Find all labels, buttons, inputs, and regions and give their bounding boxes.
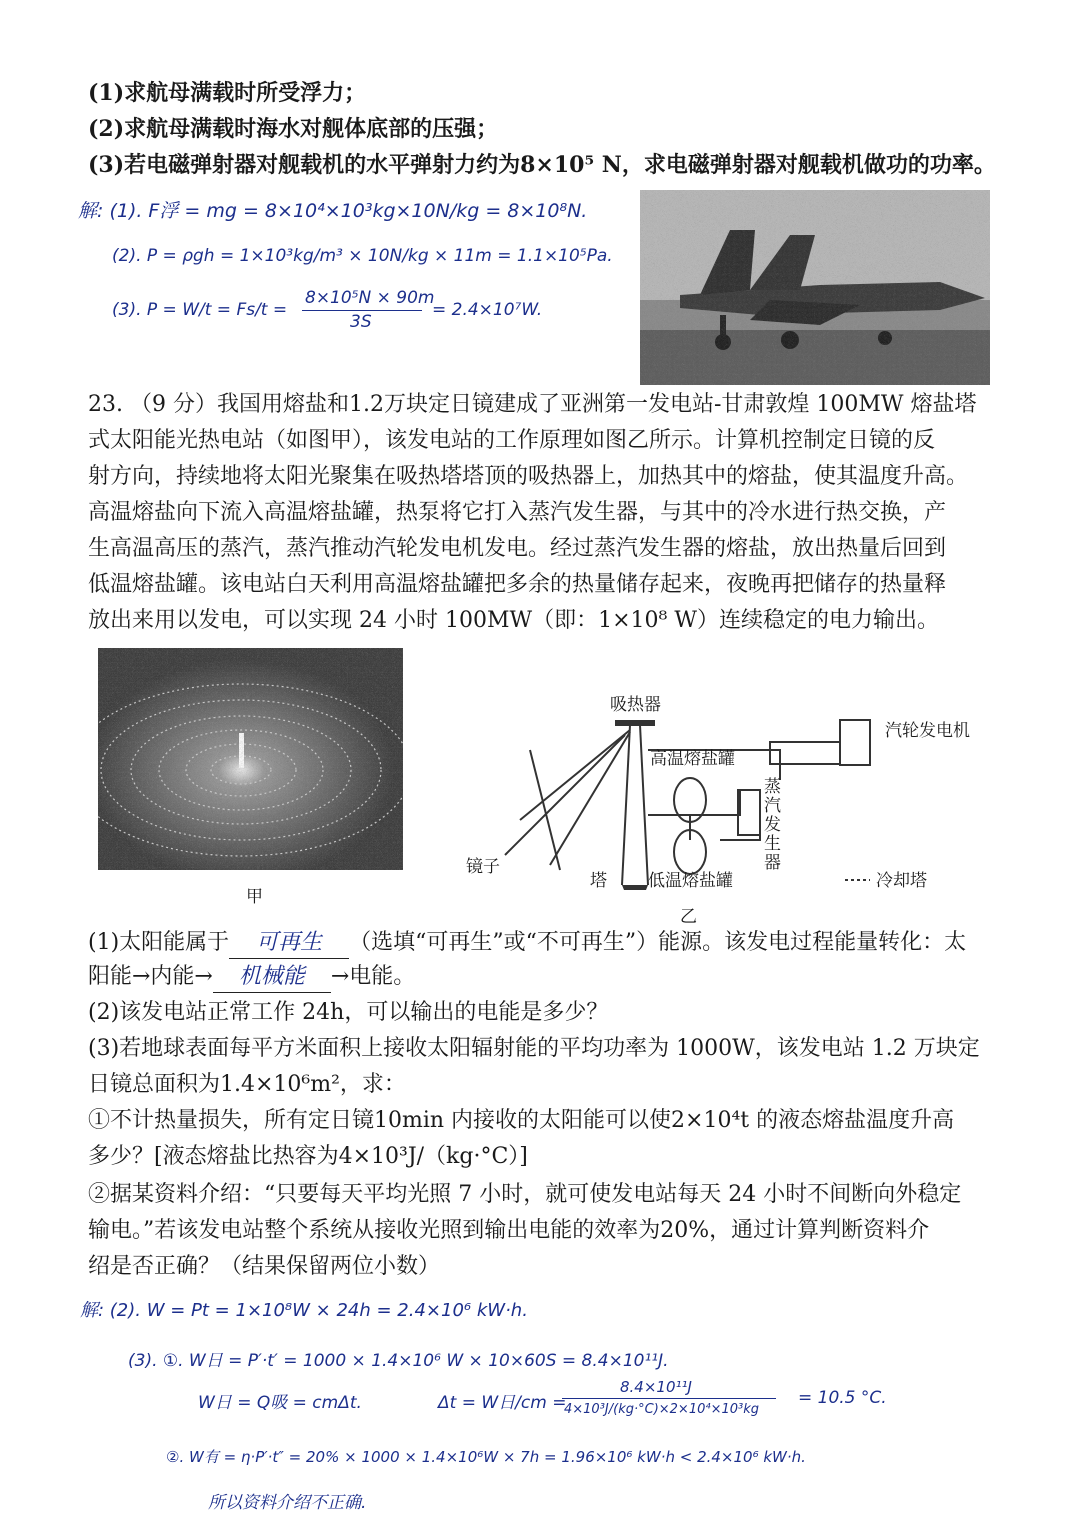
fraction-bar-b: [562, 1398, 776, 1399]
answer-b-line-3b: Δt = W日/cm =: [438, 1393, 567, 1413]
answer-b-fraction-numerator: 8.4×10¹¹J: [620, 1378, 692, 1396]
answer-mechanical: 机械能: [238, 964, 305, 989]
answer-blank-renewable: [229, 928, 349, 959]
sub-question-1b: [88, 962, 415, 993]
sub1b-prefix: 阳能→内能→: [88, 964, 213, 989]
sub-question-2: (2)该发电站正常工作 24h，可以输出的电能是多少？: [88, 1000, 609, 1025]
answer-line-3-rhs: = 2.4×10⁷W.: [432, 300, 543, 320]
steam-gen-char: 蒸: [764, 777, 781, 797]
label-hot-tank: 高温熔盐罐: [650, 749, 735, 769]
label-mirror: 镜子: [466, 857, 500, 877]
answer-line-3-numerator: 8×10⁵N × 90m: [305, 288, 435, 308]
answer-line-1: 解: (1). F浮 = mg = 8×10⁴×10³kg×10N/kg = 8×10⁸N.: [78, 200, 588, 222]
q23-line-2: 式太阳能光热电站（如图甲），该发电站的工作原理如图乙所示。计算机控制定日镜的反: [88, 428, 936, 453]
question-1: (1)求航母满载时所受浮力；: [88, 80, 367, 106]
sub1-suffix: （选填“可再生”或“不可再生”）能源。该发电过程能量转化：太: [349, 930, 967, 955]
steam-gen-char: 汽: [764, 796, 781, 816]
heliostat-field-photo: [98, 648, 403, 870]
answer-b-line-1: 解: (2). W = Pt = 1×10⁸W × 24h = 2.4×10⁶ kW·h.: [80, 1300, 528, 1321]
figure-b-label: 乙: [680, 907, 697, 927]
answer-b-line-5: 所以资料介绍不正确.: [208, 1493, 367, 1513]
sub1-prefix: (1)太阳能属于: [88, 930, 230, 955]
q23-line-6: 低温熔盐罐。该电站白天利用高温熔盐罐把多余的热量储存起来，夜晚再把储存的热量释: [88, 572, 947, 597]
q23-line-5: 生高温高压的蒸汽，蒸汽推动汽轮发电机发电。经过蒸汽发生器的熔盐，放出热量后回到: [88, 536, 947, 561]
steam-gen-char: 生: [764, 834, 781, 854]
answer-line-2: (2). P = ρgh = 1×10³kg/m³ × 10N/kg × 11m = 1.1×10⁵Pa.: [112, 246, 613, 266]
sub-question-c2a: ②据某资料介绍：“只要每天平均光照 7 小时，就可使发电站每天 24 小时不间断向外稳定: [88, 1182, 962, 1207]
q23-line-1: 23. （9 分）我国用熔盐和1.2万块定日镜建成了亚洲第一发电站-甘肃敦煌 100MW 熔盐塔: [88, 392, 977, 417]
label-cooling-tower: 冷却塔: [876, 871, 927, 891]
label-cold-tank: 低温熔盐罐: [648, 871, 733, 891]
answer-renewable: 可再生: [256, 930, 323, 955]
label-turbine: 汽轮发电机: [885, 721, 970, 741]
q23-line-4: 高温熔盐向下流入高温熔盐罐，热泵将它打入蒸汽发生器，与其中的冷水进行热交换，产: [88, 500, 947, 525]
answer-b-line-3c: = 10.5 °C.: [798, 1388, 887, 1408]
fighter-jet-photo: [640, 190, 990, 385]
q23-line-7: 放出来用以发电，可以实现 24 小时 100MW（即：1×10⁸ W）连续稳定的电力输出。: [88, 608, 939, 633]
sub-question-c2b: 输电。”若该发电站整个系统从接收光照到输出电能的效率为20%，通过计算判断资料介: [88, 1218, 930, 1243]
answer-b-line-4: ②. W有 = η·P′·t″ = 20% × 1000 × 1.4×10⁶W × 7h = 1.96×10⁶ kW·h < 2.4×10⁶ kW·h.: [166, 1448, 806, 1466]
sub-question-c2c: 绍是否正确？（结果保留两位小数）: [88, 1254, 441, 1279]
answer-b-fraction-denominator: 4×10³J/(kg·°C)×2×10⁴×10³kg: [564, 1402, 759, 1417]
steam-gen-char: 器: [764, 853, 781, 873]
figure-a-label: 甲: [246, 887, 263, 907]
answer-b-line-2: (3). ①. W日 = P′·t′ = 1000 × 1.4×10⁶ W × 10×60S = 8.4×10¹¹J.: [128, 1351, 669, 1371]
answer-blank-mechanical: [213, 962, 331, 993]
question-3: (3)若电磁弹射器对舰载机的水平弹射力约为8×10⁵ N，求电磁弹射器对舰载机做功的功率。: [88, 152, 996, 178]
sub1b-suffix: →电能。: [330, 964, 416, 989]
steam-gen-char: 发: [764, 815, 781, 835]
sub-question-c1a: ①不计热量损失，所有定日镜10min 内接收的太阳能可以使2×10⁴t 的液态熔盐温度升高: [88, 1108, 955, 1133]
sub-question-3: (3)若地球表面每平方米面积上接收太阳辐射能的平均功率为 1000W，该发电站 1.2 万块定: [88, 1036, 980, 1061]
question-2: (2)求航母满载时海水对舰体底部的压强；: [88, 116, 499, 142]
label-tower: 塔: [590, 871, 607, 891]
sub-question-1: [88, 928, 966, 959]
sub-question-c1b: 多少？[液态熔盐比热容为4×10³J/（kg·°C）]: [88, 1144, 528, 1169]
sub-question-3b: 日镜总面积为1.4×10⁶m²，求：: [88, 1072, 406, 1097]
q23-line-3: 射方向，持续地将太阳光聚集在吸热塔塔顶的吸热器上，加热其中的熔盐，使其温度升高。: [88, 464, 969, 489]
answer-b-line-3a: W日 = Q吸 = cmΔt.: [198, 1393, 362, 1413]
label-absorber: 吸热器: [610, 695, 661, 715]
label-steam-generator: [764, 778, 784, 873]
fraction-bar: [302, 310, 422, 311]
answer-line-3-lhs: (3). P = W/t = Fs/t =: [112, 300, 288, 320]
answer-line-3-denominator: 3S: [350, 312, 372, 332]
